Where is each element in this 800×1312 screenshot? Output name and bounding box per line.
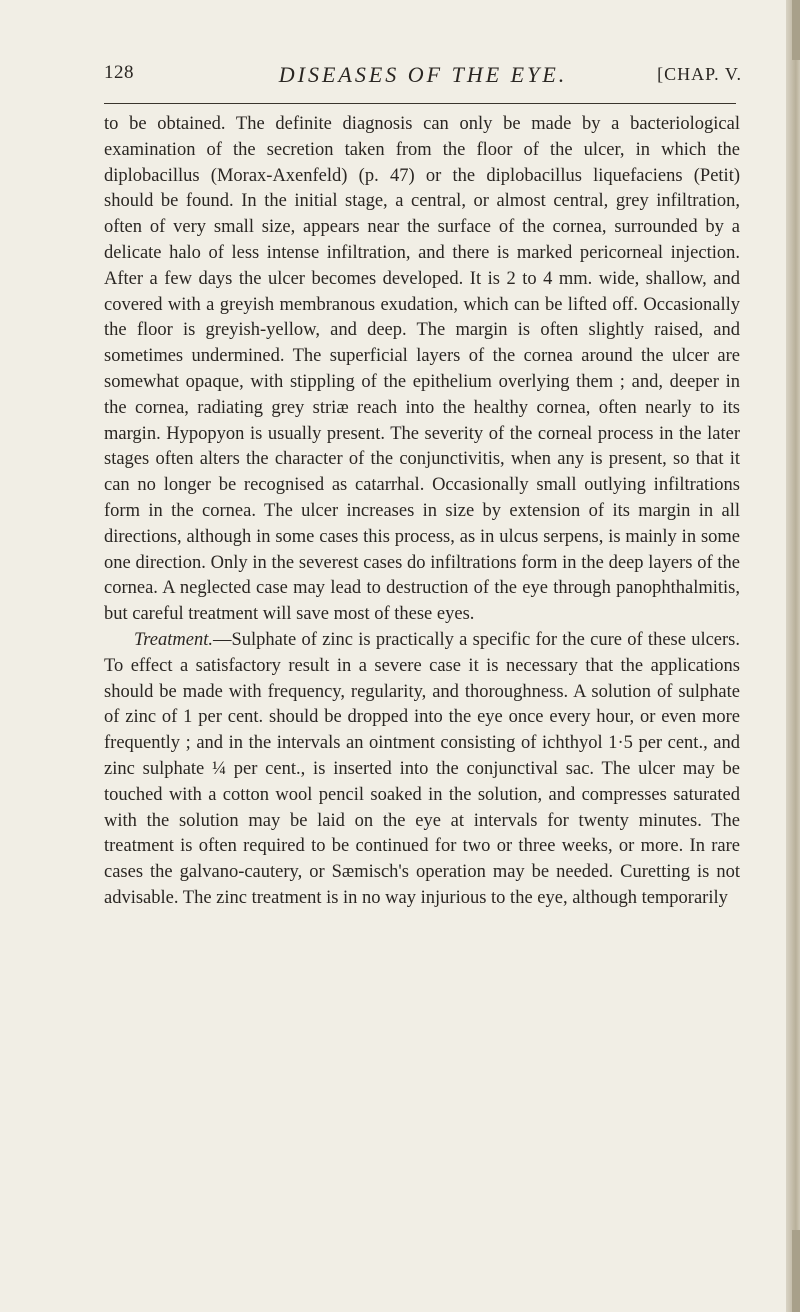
page-edge-shadow: [786, 0, 800, 1312]
header-rule: [104, 103, 736, 104]
page-header: [104, 62, 742, 92]
edge-mark: [792, 0, 800, 60]
body-text: [104, 112, 740, 912]
paragraph-treatment: [104, 628, 740, 912]
treatment-heading: Treatment.: [134, 629, 213, 650]
edge-mark: [792, 1230, 800, 1312]
treatment-text: —Sulphate of zinc is practically a specific for the cure of these ulcers. To effect a satisfactory result in a severe case it is necessary that the applications should be made with frequency, regularity, and thoroughness. A solution of sulphate of zinc of 1 per cent. should be dropped into the eye once every hour, or even more frequently ; and in the intervals an ointment consisting of ichthyol 1·5 per cent., and zinc sulphate ¼ per cent., is inserted into the conjunctival sac. The ulcer may be touched with a cotton wool pencil soaked in the solution, and compresses saturated with the solution may be laid on the eye at intervals for twenty minutes. The treatment is often required to be continued for two or three weeks, or more. In rare cases the galvano-cautery, or Sæmisch's operation may be needed. Curetting is not advisable. The zinc treatment is in no way injurious to the eye, although temporarily: [104, 629, 740, 908]
chapter-reference: [CHAP. V.: [657, 64, 742, 84]
running-title: DISEASES OF THE EYE.: [278, 62, 568, 87]
paragraph-continuation: to be obtained. The definite diagnosis can only be made by a bacteriological examination of the secretion taken from the floor of the ulcer, in which the diplobacillus (Morax-Axenfeld) (p. 47) or the diplobacillus liquefaciens (Petit) should be found. In the initial stage, a central, or almost central, grey infiltration, often of very small size, appears near the surface of the cornea, surrounded by a delicate halo of less intense infiltration, and there is marked pericorneal injection. After a few days the ulcer becomes developed. It is 2 to 4 mm. wide, shallow, and covered with a greyish membranous exudation, which can be lifted off. Occasionally the floor is greyish-yellow, and deep. The margin is often slightly raised, and sometimes undermined. The superficial layers of the cornea around the ulcer are somewhat opaque, with stippling of the epithelium overlying them ; and, deeper in the cornea, radiating grey striæ reach into the healthy cornea, often nearly to its margin. Hypopyon is usually present. The severity of the corneal process in the later stages often alters the character of the conjunctivitis, when any is present, so that it can no longer be recognised as catarrhal. Occasionally small outlying infiltrations form in the cornea. The ulcer increases in size by extension of its margin in all directions, although in some cases this process, as in ulcus serpens, is mainly in some one direction. Only in the severest cases do infiltrations form in the deep layers of the cornea. A neglected case may lead to destruction of the eye through panophthalmitis, but careful treatment will save most of these eyes.: [104, 114, 740, 625]
page-number: 128: [104, 62, 134, 83]
